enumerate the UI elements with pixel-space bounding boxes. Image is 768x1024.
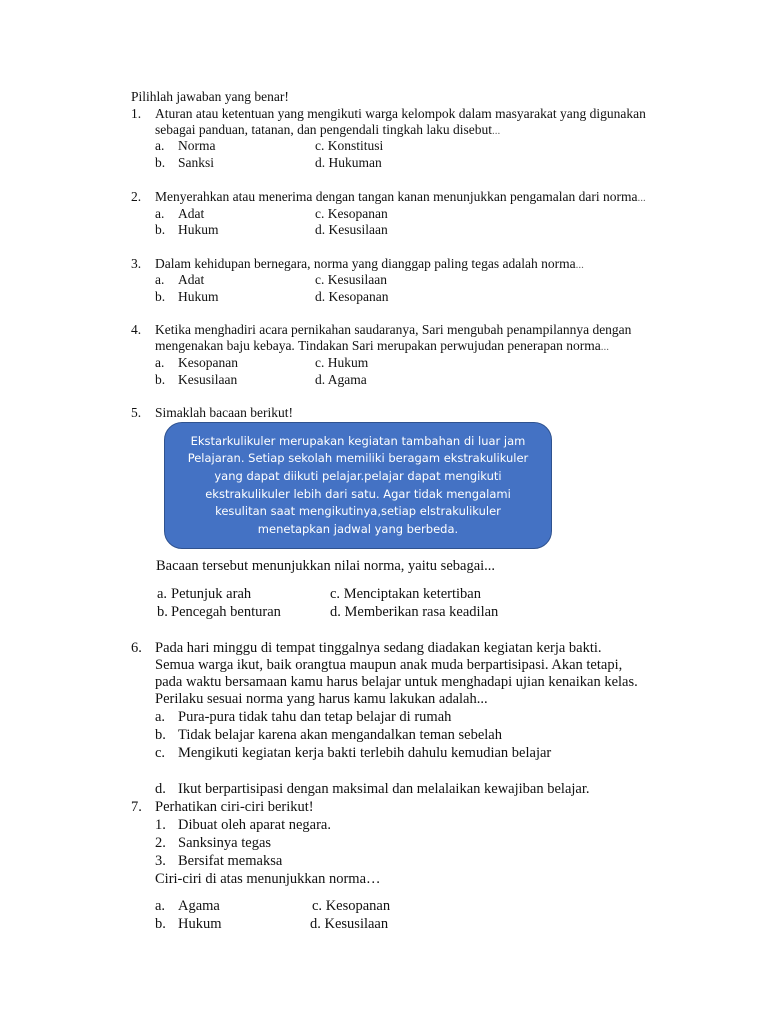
q5-option-c: c. Menciptakan ketertiban (330, 586, 481, 602)
q7-item-2-number: 2. (155, 835, 166, 851)
q6-text-line4: Perilaku sesuai norma yang harus kamu lakukan adalah... (155, 691, 488, 707)
q7-item-1: Dibuat oleh aparat negara. (178, 817, 331, 833)
q1-option-b-letter: b. (155, 155, 166, 170)
q4-option-b-letter: b. (155, 372, 166, 387)
q2-number: 2. (131, 189, 142, 204)
q3-option-a: Adat (178, 272, 205, 287)
q3-text-line1: Dalam kehidupan bernegara, norma yang dianggap paling tegas adalah norma... (155, 256, 584, 271)
q3-option-a-letter: a. (155, 272, 165, 287)
q4-number: 4. (131, 322, 142, 337)
q2-option-b-letter: b. (155, 222, 166, 237)
q5-number: 5. (131, 405, 142, 420)
passage-line: ekstrakulikuler lebih dari satu. Agar tidak mengalami (205, 486, 511, 501)
q7-question: Ciri-ciri di atas menunjukkan norma… (155, 871, 381, 887)
q4-option-d: d. Agama (315, 372, 367, 387)
q6-option-a-letter: a. (155, 709, 166, 725)
q5-text-line1: Simaklah bacaan berikut! (155, 405, 293, 420)
q7-option-b-letter: b. (155, 916, 166, 932)
q7-text-line1: Perhatikan ciri-ciri berikut! (155, 799, 314, 815)
q6-option-a: Pura-pura tidak tahu dan tetap belajar di rumah (178, 709, 452, 725)
q1-option-a: Norma (178, 138, 216, 153)
q6-option-b-letter: b. (155, 727, 166, 743)
q2-text-line1: Menyerahkan atau menerima dengan tangan kanan menunjukkan pengamalan dari norma... (155, 189, 646, 204)
q5-option-b-letter: b. (157, 604, 168, 620)
passage-line: kesulitan saat mengikutinya,setiap elstrakulikuler (215, 504, 501, 519)
passage-line: menetapkan jadwal yang berbeda. (257, 521, 459, 536)
q5-option-b: Pencegah benturan (171, 604, 281, 620)
q2-option-c: c. Kesopanan (315, 206, 388, 221)
q6-option-d: Ikut berpartisipasi dengan maksimal dan melalaikan kewajiban belajar. (178, 781, 590, 797)
q4-text-line1: Ketika menghadiri acara pernikahan saudaranya, Sari mengubah penampilannya dengan (155, 322, 632, 337)
q6-number: 6. (131, 640, 142, 656)
q3-option-d: d. Kesopanan (315, 289, 389, 304)
q2-option-b: Hukum (178, 222, 219, 237)
q3-number: 3. (131, 256, 142, 271)
q6-text-line1: Pada hari minggu di tempat tinggalnya sedang diadakan kegiatan kerja bakti. (155, 640, 602, 656)
q2-option-a: Adat (178, 206, 205, 221)
q1-number: 1. (131, 106, 142, 121)
q5-option-a: Petunjuk arah (171, 586, 252, 602)
q1-text-line2: sebagai panduan, tatanan, dan pengendali tingkah laku disebut... (155, 122, 501, 137)
q4-option-b: Kesusilaan (178, 372, 238, 387)
q4-text-line2: mengenakan baju kebaya. Tindakan Sari merupakan perwujudan penerapan norma... (155, 338, 609, 353)
q6-text-line2: Semua warga ikut, baik orangtua maupun anak muda berpartisipasi. Akan tetapi, (155, 657, 623, 673)
passage-line: yang dapat diikuti pelajar.pelajar dapat mengikuti (214, 468, 502, 483)
reading-passage-callout (164, 422, 552, 549)
q2-option-d: d. Kesusilaan (315, 222, 388, 237)
q1-text-line1: Aturan atau ketentuan yang mengikuti warga kelompok dalam masyarakat yang digunakan (155, 106, 646, 121)
q6-option-c: Mengikuti kegiatan kerja bakti terlebih dahulu kemudian belajar (178, 745, 552, 761)
q6-option-d-letter: d. (155, 781, 166, 797)
q7-number: 7. (131, 799, 142, 815)
passage-line: Pelajaran. Setiap sekolah memiliki beragam ekstrakulikuler (187, 451, 529, 466)
q7-item-1-number: 1. (155, 817, 166, 833)
q7-option-a-letter: a. (155, 898, 166, 914)
q6-option-b: Tidak belajar karena akan mengandalkan teman sebelah (178, 727, 502, 743)
q3-option-c: c. Kesusilaan (315, 272, 387, 287)
q1-option-d: d. Hukuman (315, 155, 382, 170)
q7-item-2: Sanksinya tegas (178, 835, 272, 851)
q4-option-c: c. Hukum (315, 355, 369, 370)
q7-option-b: Hukum (178, 916, 222, 932)
q1-option-a-letter: a. (155, 138, 165, 153)
q4-option-a: Kesopanan (178, 355, 238, 370)
q7-item-3: Bersifat memaksa (178, 853, 283, 869)
q7-item-3-number: 3. (155, 853, 166, 869)
instruction: Pilihlah jawaban yang benar! (131, 89, 289, 104)
q4-option-a-letter: a. (155, 355, 165, 370)
q7-option-a: Agama (178, 898, 220, 914)
q1-option-b: Sanksi (178, 155, 215, 170)
passage-line: Ekstarkulikuler merupakan kegiatan tambahan di luar jam (190, 433, 526, 448)
q3-option-b: Hukum (178, 289, 219, 304)
q1-option-c: c. Konstitusi (315, 138, 384, 153)
q6-option-c-letter: c. (155, 745, 166, 761)
q5-question: Bacaan tersebut menunjukkan nilai norma, yaitu sebagai... (156, 558, 496, 574)
q7-option-d: d. Kesusilaan (310, 916, 389, 932)
q6-text-line3: pada waktu bersamaan kamu harus belajar untuk menghadapi ujian kenaikan kelas. (155, 674, 638, 690)
q3-option-b-letter: b. (155, 289, 166, 304)
q5-option-d: d. Memberikan rasa keadilan (330, 604, 499, 620)
q7-option-c: c. Kesopanan (312, 898, 391, 914)
q2-option-a-letter: a. (155, 206, 165, 221)
q5-option-a-letter: a. (157, 586, 168, 602)
